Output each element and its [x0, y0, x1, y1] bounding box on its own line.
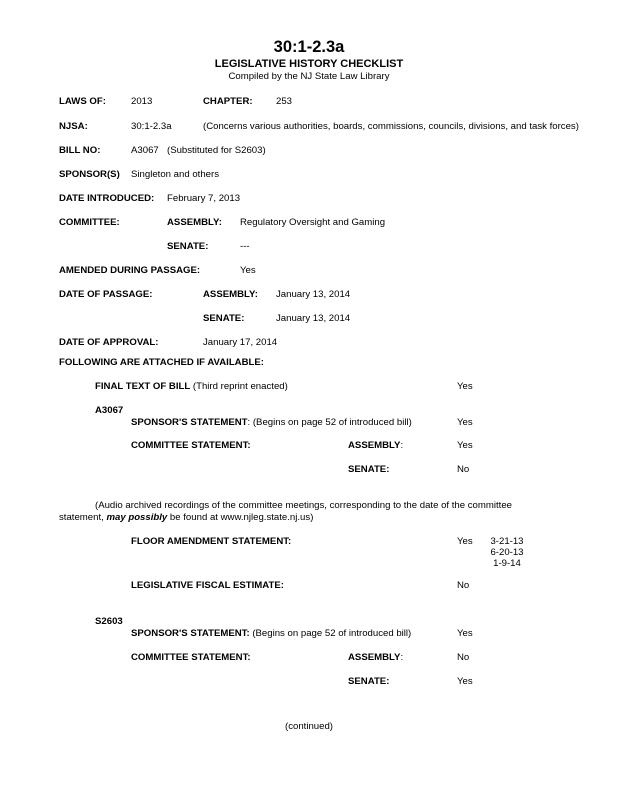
- s2603-sponsor-value: Yes: [457, 628, 473, 639]
- floor-amendment-date: 3-21-13: [490, 536, 524, 547]
- passage-senate-value: January 13, 2014: [276, 313, 351, 324]
- approval-value: January 17, 2014: [203, 337, 278, 348]
- passage-label: DATE OF PASSAGE:: [59, 289, 153, 300]
- page-title: LEGISLATIVE HISTORY CHECKLIST: [214, 58, 404, 70]
- floor-amendment-label: FLOOR AMENDMENT STATEMENT:: [131, 536, 292, 547]
- floor-amendment-value: Yes: [457, 536, 473, 547]
- committee-label: COMMITTEE:: [59, 217, 120, 228]
- floor-amendment-date: 6-20-13: [490, 547, 524, 558]
- laws-of-value: 2013: [131, 96, 153, 107]
- floor-amendment-date: 1-9-14: [493, 558, 521, 569]
- committee-assembly-label: ASSEMBLY:: [167, 217, 222, 228]
- citation-title: 30:1-2.3a: [273, 38, 345, 56]
- fiscal-estimate-label: LEGISLATIVE FISCAL ESTIMATE:: [131, 580, 284, 591]
- final-text-row: [95, 381, 288, 393]
- date-introduced-value: February 7, 2013: [167, 193, 241, 204]
- s2603-sponsor-note: (Begins on page 52 of introduced bill): [249, 628, 412, 639]
- njsa-value: 30:1-2.3a: [131, 121, 172, 132]
- attached-heading: FOLLOWING ARE ATTACHED IF AVAILABLE:: [59, 357, 264, 368]
- s2603-assembly-label: ASSEMBLY: [348, 652, 401, 663]
- final-text-note: (Third reprint enacted): [190, 381, 288, 392]
- a3067-senate-label: SENATE:: [348, 464, 390, 475]
- a3067-sponsor-note: : (Begins on page 52 of introduced bill): [247, 417, 412, 428]
- bill-no-value: A3067: [131, 145, 159, 156]
- final-text-label: FINAL TEXT OF BILL: [95, 381, 191, 392]
- sponsors-value: Singleton and others: [131, 169, 220, 180]
- s2603-assembly-colon: :: [400, 652, 404, 663]
- njsa-label: NJSA:: [59, 121, 88, 132]
- committee-senate-label: SENATE:: [167, 241, 209, 252]
- a3067-senate-value: No: [457, 464, 470, 475]
- s2603-sponsor-row: [131, 628, 411, 640]
- s2603-assembly-value: No: [457, 652, 470, 663]
- bill-no-label: BILL NO:: [59, 145, 101, 156]
- sponsors-label: SPONSOR(S): [59, 169, 120, 180]
- a3067-assembly-colon: :: [400, 440, 404, 451]
- audio-note: [59, 500, 549, 524]
- amended-value: Yes: [240, 265, 256, 276]
- a3067-assembly-value: Yes: [457, 440, 473, 451]
- continued-footer: (continued): [285, 721, 333, 732]
- a3067-sponsor-value: Yes: [457, 417, 473, 428]
- a3067-committee-label: COMMITTEE STATEMENT:: [131, 440, 251, 451]
- audio-note-emphasis: may possibly: [106, 512, 168, 523]
- a3067-assembly-label: ASSEMBLY: [348, 440, 401, 451]
- audio-note-part1: (Audio archived recordings of the committee meetings, corresponding to the date of the committee statement,: [59, 500, 513, 523]
- passage-senate-label: SENATE:: [203, 313, 245, 324]
- committee-senate-value: ---: [240, 241, 250, 252]
- s2603-bill-label: S2603: [95, 616, 123, 627]
- date-introduced-label: DATE INTRODUCED:: [59, 193, 155, 204]
- amended-label: AMENDED DURING PASSAGE:: [59, 265, 201, 276]
- a3067-bill-label: A3067: [95, 405, 124, 416]
- s2603-sponsor-label: SPONSOR'S STATEMENT:: [131, 628, 250, 639]
- a3067-sponsor-label: SPONSOR'S STATEMENT: [131, 417, 248, 428]
- passage-assembly-value: January 13, 2014: [276, 289, 351, 300]
- a3067-assembly-row: [348, 440, 403, 452]
- bill-no-note: (Substituted for S2603): [167, 145, 266, 156]
- approval-label: DATE OF APPROVAL:: [59, 337, 159, 348]
- laws-of-label: LAWS OF:: [59, 96, 106, 107]
- njsa-description: (Concerns various authorities, boards, commissions, councils, divisions, and task forces): [203, 121, 579, 132]
- committee-assembly-value: Regulatory Oversight and Gaming: [240, 217, 386, 228]
- s2603-assembly-row: [348, 652, 403, 664]
- audio-note-part2: be found at www.njleg.state.nj.us): [167, 512, 314, 523]
- s2603-senate-value: Yes: [457, 676, 473, 687]
- page-subtitle: Compiled by the NJ State Law Library: [228, 71, 390, 82]
- chapter-label: CHAPTER:: [203, 96, 253, 107]
- passage-assembly-label: ASSEMBLY:: [203, 289, 258, 300]
- s2603-committee-label: COMMITTEE STATEMENT:: [131, 652, 251, 663]
- s2603-senate-label: SENATE:: [348, 676, 390, 687]
- chapter-value: 253: [276, 96, 293, 107]
- a3067-sponsor-row: [131, 417, 412, 429]
- fiscal-estimate-value: No: [457, 580, 470, 591]
- final-text-value: Yes: [457, 381, 473, 392]
